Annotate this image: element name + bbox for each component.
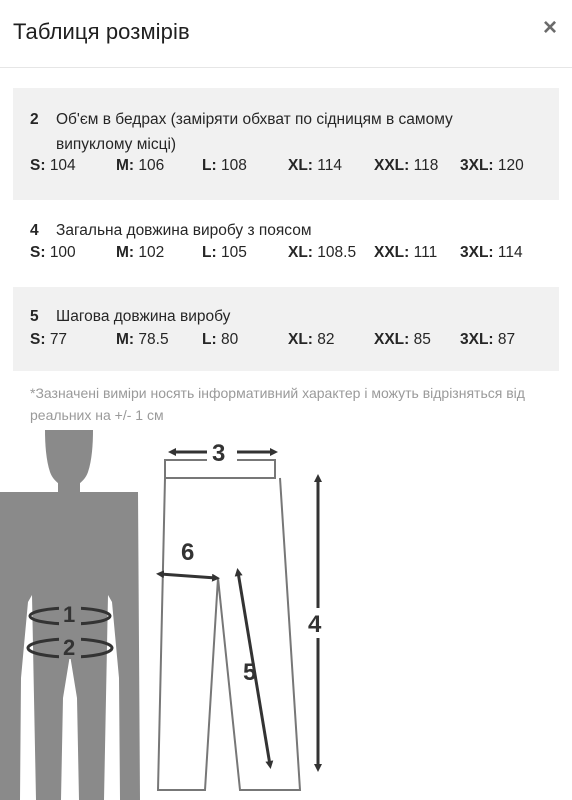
size-label: S: [30, 157, 46, 174]
size-value: 114 [317, 157, 342, 174]
size-value: 104 [49, 157, 76, 174]
size-value: 108 [220, 157, 247, 174]
size-value: 80 [220, 331, 239, 348]
size-label: L: [202, 157, 217, 174]
size-label: M: [116, 157, 135, 174]
size-label: S: [30, 244, 46, 261]
size-value: 87 [497, 331, 516, 348]
size-row [30, 331, 550, 353]
close-icon[interactable]: × [542, 14, 557, 41]
label-waist: 1 [63, 602, 76, 627]
size-value: 111 [413, 244, 438, 261]
modal-header [0, 0, 572, 68]
size-label: M: [116, 244, 135, 261]
label-width: 3 [212, 440, 226, 467]
measurement-description: Об'єм в бедрах (заміряти обхват по сідницям в самому випуклому місці) [56, 111, 453, 153]
arrow-labels [181, 438, 331, 686]
size-value: 78.5 [138, 331, 169, 348]
size-value: 82 [317, 331, 335, 348]
size-value: 118 [413, 157, 439, 174]
measurement-number: 4 [30, 222, 39, 239]
size-label: M: [116, 331, 135, 348]
measurement-block-length [13, 210, 559, 276]
size-value: 114 [497, 244, 523, 261]
size-label: S: [30, 331, 46, 348]
trousers-outline [158, 460, 300, 790]
size-label: XXL: [374, 157, 410, 174]
size-label: XL: [288, 331, 313, 348]
size-value: 85 [413, 331, 431, 348]
measurement-block-hips [13, 88, 559, 200]
measurement-diagram [0, 430, 572, 800]
modal-title: Таблиця розмірів [13, 19, 190, 44]
size-row [30, 157, 550, 179]
label-inseam: 5 [243, 659, 257, 686]
disclaimer-note: *Зазначені виміри носять інформативний характер і можуть відрізняться від реальних на +/- 1 см [30, 385, 525, 423]
size-label: 3XL: [460, 157, 494, 174]
size-label: 3XL: [460, 331, 494, 348]
measurement-block-inseam [13, 287, 559, 371]
size-label: XXL: [374, 244, 410, 261]
measurement-number: 5 [30, 308, 39, 325]
measurement-description: Загальна довжина виробу з поясом [56, 222, 312, 239]
size-value: 120 [497, 157, 524, 174]
label-hips: 2 [63, 635, 76, 660]
size-value: 77 [49, 331, 68, 348]
size-value: 105 [220, 244, 247, 261]
size-label: L: [202, 244, 217, 261]
size-label: 3XL: [460, 244, 494, 261]
size-label: L: [202, 331, 217, 348]
size-value: 106 [138, 157, 165, 174]
size-value: 100 [49, 244, 76, 261]
size-row [30, 244, 550, 266]
measurement-description: Шагова довжина виробу [56, 308, 231, 325]
label-thigh: 6 [181, 539, 195, 566]
size-value: 108.5 [317, 244, 357, 261]
measurement-arrows [160, 452, 318, 768]
measurement-number: 2 [30, 111, 39, 128]
size-label: XL: [288, 157, 313, 174]
size-label: XL: [288, 244, 313, 261]
size-label: XXL: [374, 331, 410, 348]
label-length: 4 [308, 611, 322, 638]
size-value: 102 [138, 244, 165, 261]
